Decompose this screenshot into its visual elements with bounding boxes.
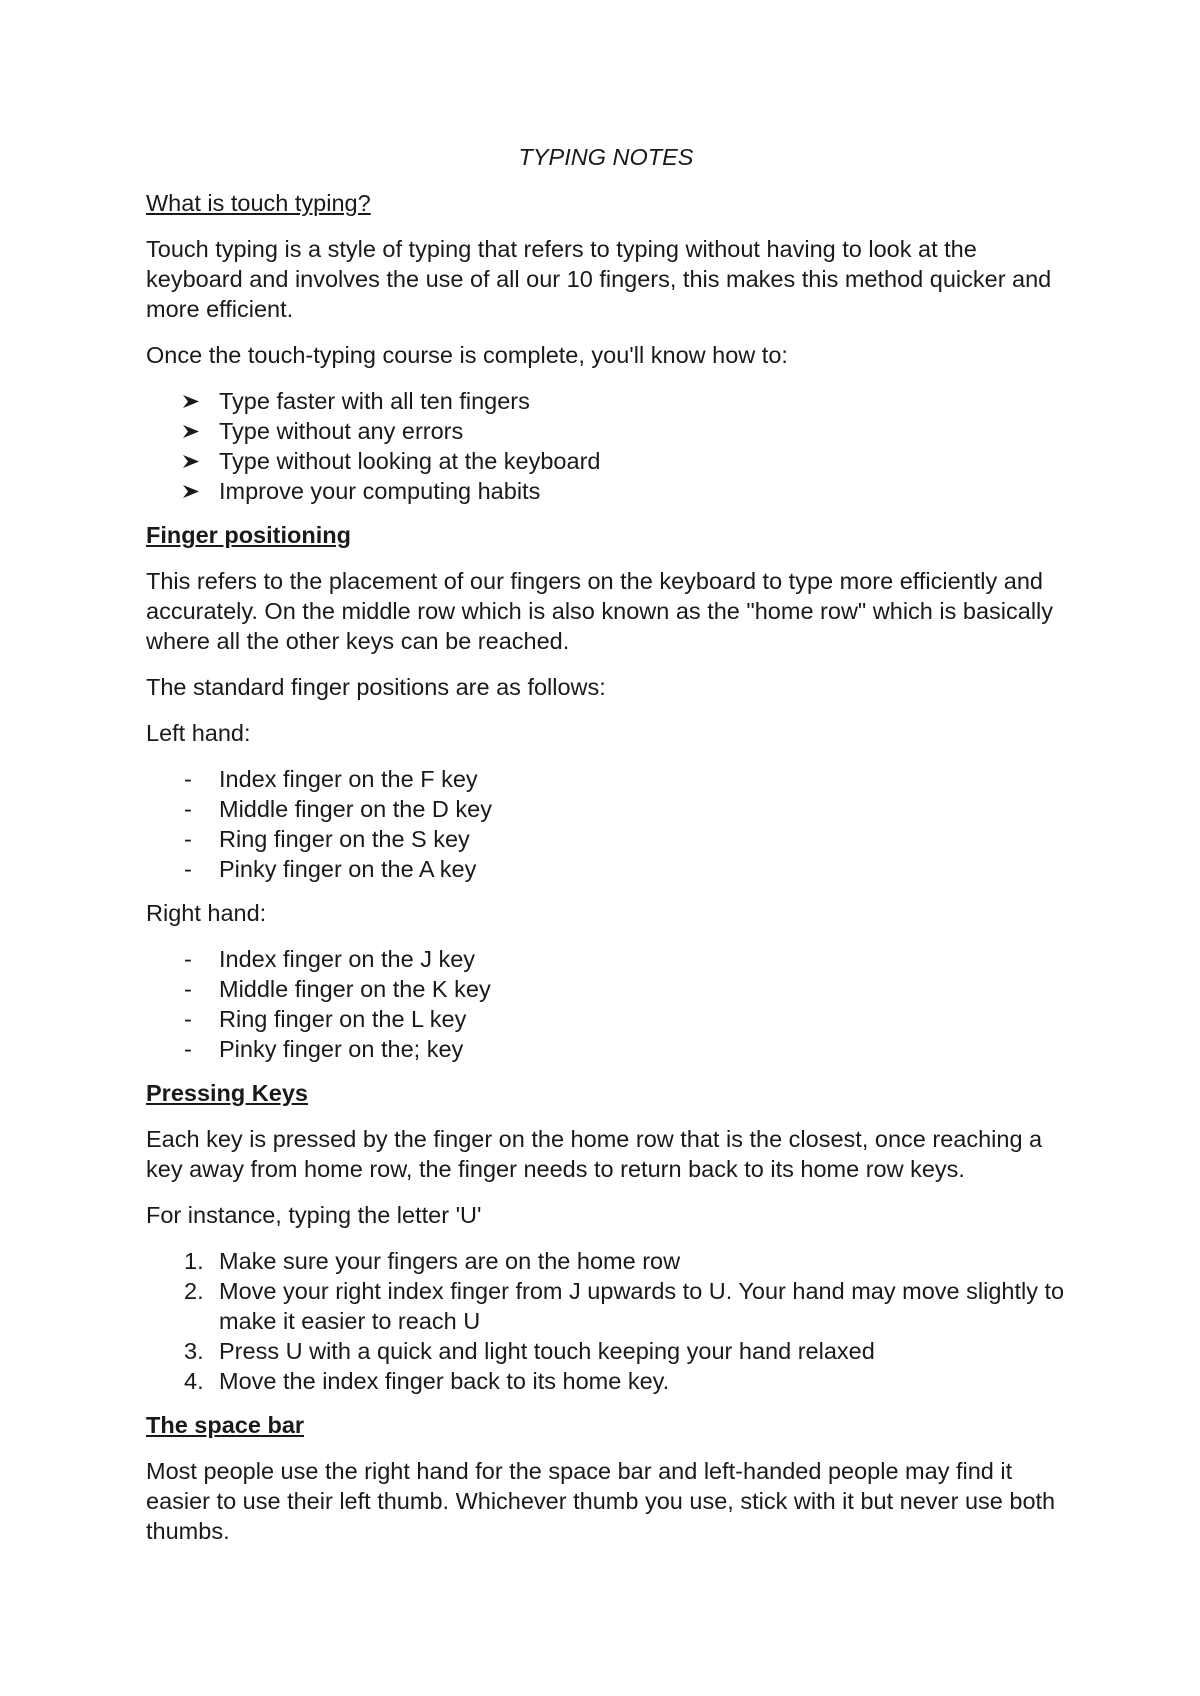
numbered-steps-list	[146, 1246, 1066, 1396]
left-hand-label: Left hand:	[146, 720, 251, 746]
paragraph: Touch typing is a style of typing that refers to typing without having to look at the keyboard and involves the use of all our 10 fingers, this makes this method quicker and more efficient.	[146, 236, 1052, 322]
document-page	[146, 142, 1066, 1562]
list-item	[146, 446, 1066, 476]
list-item-text: Middle finger on the D key	[219, 796, 493, 822]
list-item-text: Pinky finger on the A key	[219, 856, 477, 882]
page-title: TYPING NOTES	[518, 144, 694, 170]
list-item-text: Type faster with all ten fingers	[219, 388, 530, 414]
arrow-bullet-icon	[182, 394, 200, 409]
list-item-text: Press U with a quick and light touch keeping your hand relaxed	[219, 1338, 875, 1364]
paragraph: Most people use the right hand for the space bar and left-handed people may find it easier to use their left thumb. Whichever thumb you use, stick with it but never use both thumbs.	[146, 1458, 1056, 1544]
section-heading-finger-positioning: Finger positioning	[146, 522, 351, 548]
list-item	[146, 794, 1066, 824]
list-item	[146, 854, 1066, 884]
section-heading-space-bar: The space bar	[146, 1412, 305, 1438]
paragraph: The standard finger positions are as follows:	[146, 674, 606, 700]
paragraph: For instance, typing the letter 'U'	[146, 1202, 482, 1228]
list-item-text: Index finger on the J key	[219, 946, 476, 972]
list-item	[146, 1366, 1066, 1396]
paragraph: This refers to the placement of our fingers on the keyboard to type more efficiently and accurately. On the middle row which is also known as the "home row" which is basically where all the other keys can be reached.	[146, 568, 1054, 654]
right-hand-list	[146, 944, 1066, 1064]
dash-marker: -	[184, 976, 192, 1002]
list-item	[146, 1336, 1066, 1366]
arrow-bullet-icon	[182, 484, 200, 499]
arrow-bullet-icon	[182, 424, 200, 439]
list-item	[146, 1004, 1066, 1034]
list-item	[146, 476, 1066, 506]
paragraph: Each key is pressed by the finger on the home row that is the closest, once reaching a key away from home row, the finger needs to return back to its home row keys.	[146, 1126, 1043, 1182]
list-item	[146, 824, 1066, 854]
list-item-text: Move the index finger back to its home key.	[219, 1368, 670, 1394]
step-number: 3.	[184, 1338, 204, 1364]
list-item	[146, 1276, 1066, 1336]
dash-marker: -	[184, 856, 192, 882]
list-item-text: Make sure your fingers are on the home row	[219, 1248, 681, 1274]
dash-marker: -	[184, 1006, 192, 1032]
list-item	[146, 974, 1066, 1004]
dash-marker: -	[184, 826, 192, 852]
section-heading-touch-typing: What is touch typing?	[146, 190, 371, 216]
list-item-text: Middle finger on the K key	[219, 976, 491, 1002]
dash-marker: -	[184, 1036, 192, 1062]
list-item-text: Index finger on the F key	[219, 766, 478, 792]
arrow-bullet-list	[146, 386, 1066, 506]
left-hand-list	[146, 764, 1066, 884]
dash-marker: -	[184, 766, 192, 792]
list-item-text: Ring finger on the L key	[219, 1006, 467, 1032]
list-item-text: Ring finger on the S key	[219, 826, 470, 852]
list-item-text: Move your right index finger from J upwards to U. Your hand may move slightly to make it easier to reach U	[219, 1278, 1065, 1334]
step-number: 4.	[184, 1368, 204, 1394]
list-item	[146, 944, 1066, 974]
arrow-bullet-icon	[182, 454, 200, 469]
step-number: 2.	[184, 1278, 204, 1304]
list-item	[146, 764, 1066, 794]
dash-marker: -	[184, 946, 192, 972]
list-item-text: Pinky finger on the; key	[219, 1036, 464, 1062]
step-number: 1.	[184, 1248, 204, 1274]
right-hand-label: Right hand:	[146, 900, 267, 926]
list-item-text: Type without looking at the keyboard	[219, 448, 601, 474]
list-item-text: Improve your computing habits	[219, 478, 541, 504]
section-heading-pressing-keys: Pressing Keys	[146, 1080, 308, 1106]
list-item	[146, 386, 1066, 416]
list-item	[146, 1034, 1066, 1064]
list-item-text: Type without any errors	[219, 418, 464, 444]
list-item	[146, 1246, 1066, 1276]
paragraph: Once the touch-typing course is complete, you'll know how to:	[146, 342, 788, 368]
list-item	[146, 416, 1066, 446]
dash-marker: -	[184, 796, 192, 822]
